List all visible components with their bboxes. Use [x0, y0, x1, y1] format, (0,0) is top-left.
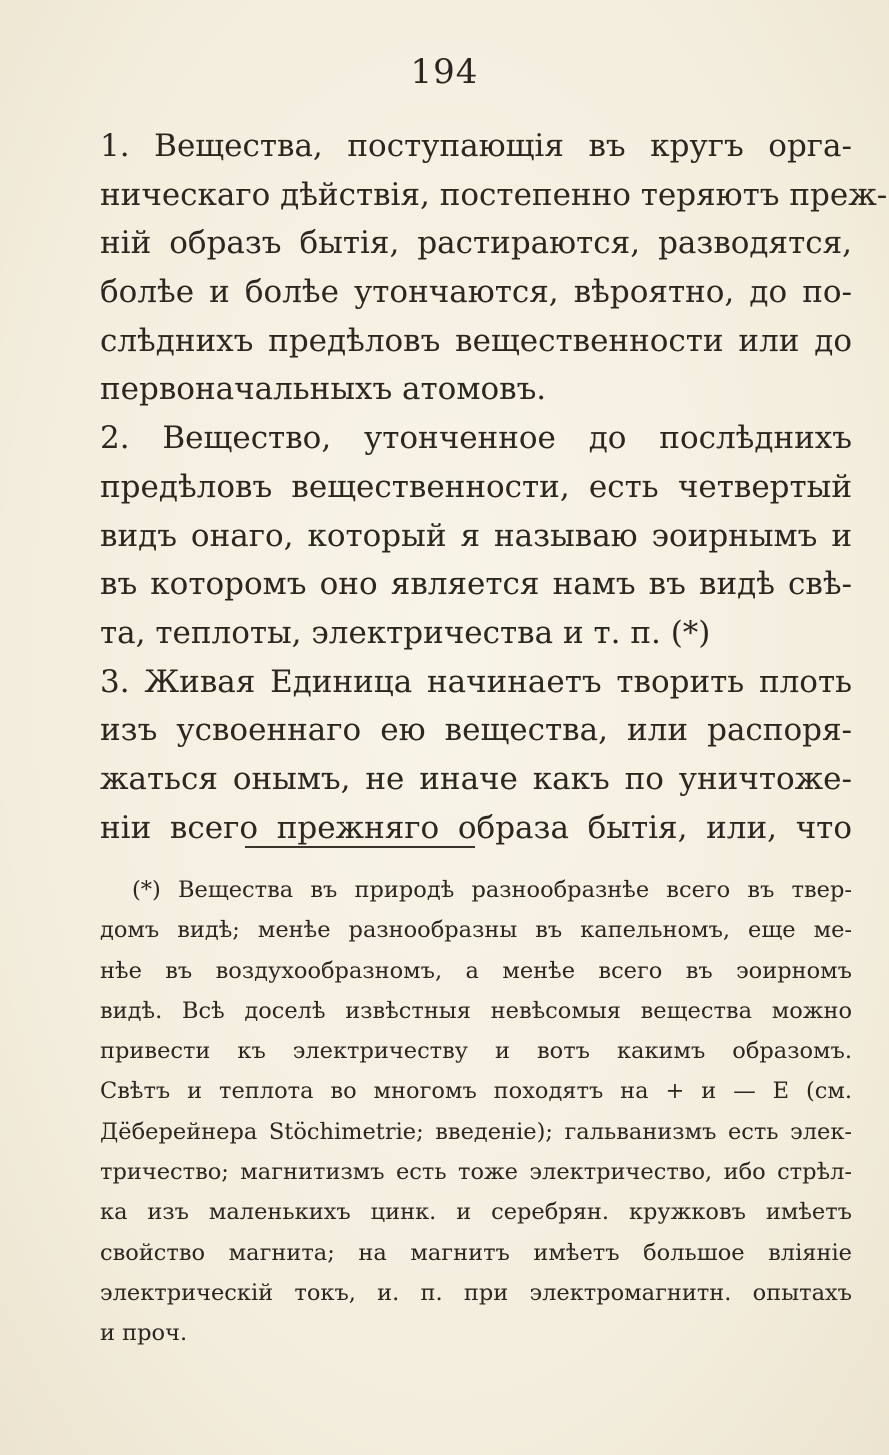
text-line: видъ онаго, который я называю эоирнымъ и — [100, 517, 852, 554]
text-line: 2. Вещество, утонченное до послѣднихъ — [100, 420, 852, 457]
footnote-line: ка изъ маленькихъ цинк. и серебрян. кружковъ имѣетъ — [100, 1199, 852, 1226]
text-line: предѣловъ вещественности, есть четвертый — [100, 468, 852, 505]
page-number: 194 — [410, 52, 479, 92]
text-line: слѣднихъ предѣловъ вещественности или до — [100, 322, 852, 359]
footnote-line: (*) Вещества въ природѣ разнообразнѣе всего въ твер- — [132, 877, 852, 903]
text-line: 1. Вещества, поступающія въ кругъ орга- — [100, 128, 852, 164]
footnote-line: и проч. — [100, 1320, 188, 1347]
text-line: болѣе и болѣе утончаются, вѣроятно, до по- — [100, 274, 852, 311]
text-line: въ которомъ оно является намъ въ видѣ свѣ- — [100, 566, 852, 603]
footnote-line: привести къ электричеству и вотъ какимъ образомъ. — [100, 1038, 852, 1065]
main-text-block — [100, 122, 888, 852]
text-line: ніи всего прежняго образа бытія, или, что — [100, 809, 852, 846]
footnote-block — [100, 870, 852, 1354]
footnote-line: тричество; магнитизмъ есть тоже электричество, ибо стрѣл- — [100, 1159, 852, 1186]
footnote-line: видѣ. Всѣ доселѣ извѣстныя невѣсомыя вещества можно — [100, 997, 852, 1024]
text-line: первоначальныхъ атомовъ. — [100, 371, 547, 408]
footnote-line: домъ видѣ; менѣе разнообразны въ капельномъ, еще ме- — [100, 917, 852, 944]
text-line: та, теплоты, электричества и т. п. (*) — [100, 614, 711, 651]
text-line: ническаго дѣйствія, постепенно теряютъ преж- — [100, 176, 888, 213]
text-line: жаться онымъ, не иначе какъ по уничтоже- — [100, 760, 852, 797]
footnote-line: Свѣтъ и теплота во многомъ походятъ на + и — E (см. — [100, 1078, 852, 1105]
footnote-line: Дёберейнера Stöchimetrie; введеніе); гальванизмъ есть элек- — [100, 1118, 852, 1145]
footnote-line: нѣе въ воздухообразномъ, а менѣе всего въ эоирномъ — [100, 957, 852, 984]
text-line: изъ усвоеннаго ею вещества, или распоря- — [100, 712, 852, 749]
text-line: ній образъ бытія, растираются, разводятся, — [100, 225, 852, 262]
text-line: 3. Живая Единица начинаетъ творить плоть — [100, 663, 852, 700]
footnote-line: электрическій токъ, и. п. при электромагнитн. опытахъ — [100, 1279, 852, 1306]
footnote-line: свойство магнита; на магнитъ имѣетъ большое вліяніе — [100, 1239, 852, 1266]
footnote-divider — [245, 846, 475, 848]
